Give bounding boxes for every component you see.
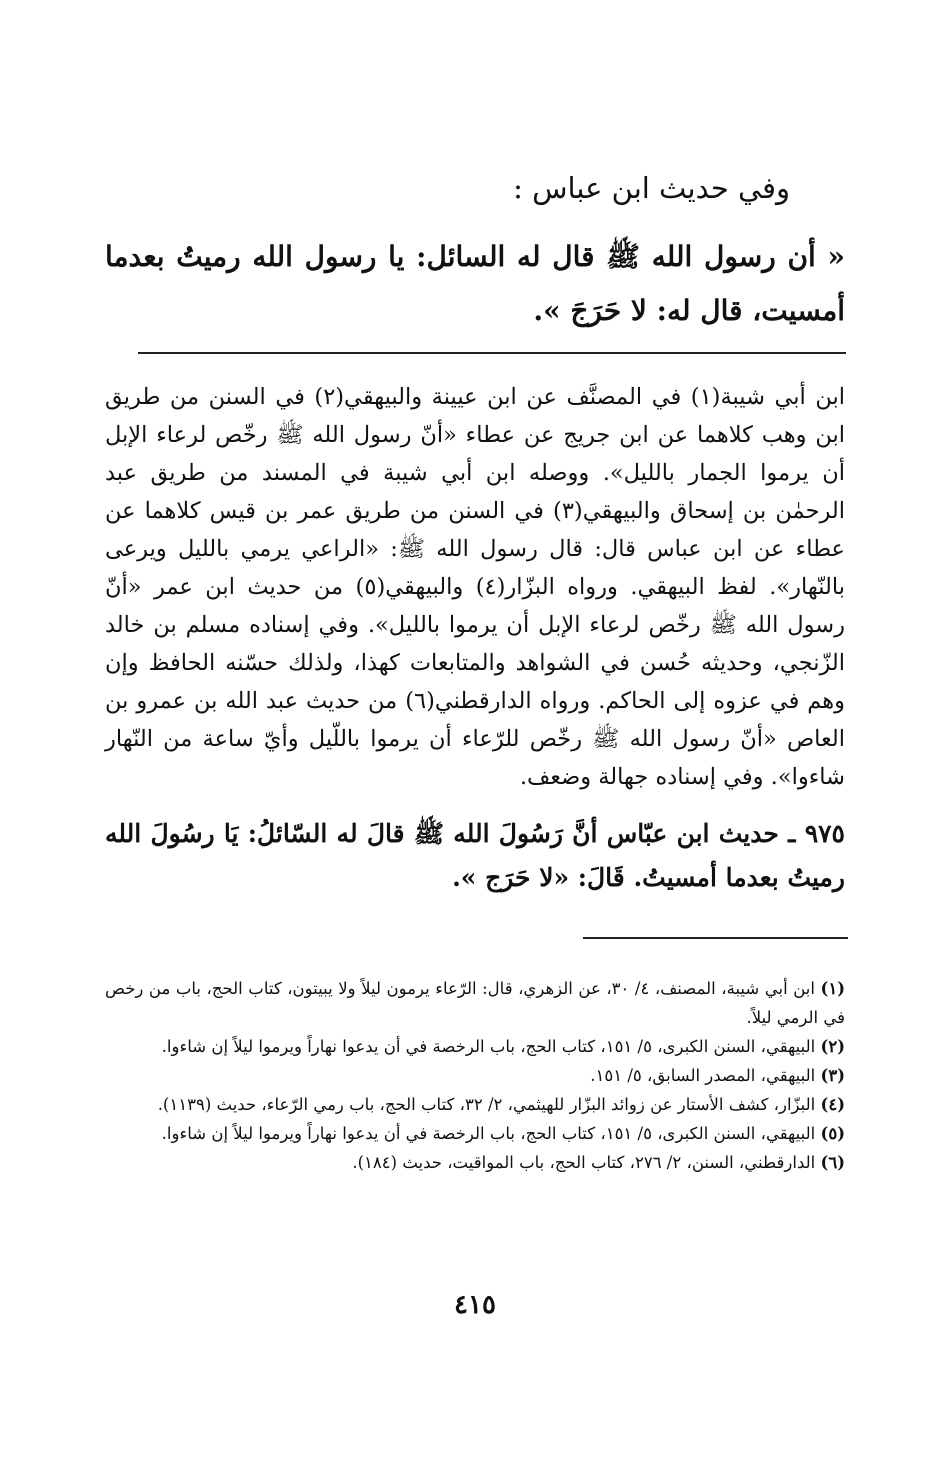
- footnote-number: (٥): [820, 1124, 845, 1143]
- footnote-number: (٤): [820, 1095, 845, 1114]
- footnote-number: (١): [820, 979, 845, 998]
- footnotes: [105, 974, 845, 1177]
- page-number: ٤١٥: [454, 1290, 496, 1320]
- footnote-item: [105, 1148, 845, 1177]
- footnote-text: البيهقي، السنن الكبرى، ٥/ ١٥١، كتاب الحج، باب الرخصة في أن يدعوا نهاراً ويرموا ليلاً إن شاءوا.: [161, 1124, 816, 1143]
- footnote-item: [105, 1032, 845, 1061]
- footnote-number: (٣): [820, 1066, 845, 1085]
- commentary-paragraph: [105, 378, 845, 796]
- footnote-item: [105, 1061, 845, 1090]
- footnote-item: [105, 974, 845, 1032]
- section-intro: وفي حديث ابن عباس :: [513, 171, 790, 205]
- footnote-text: ابن أبي شيبة، المصنف، ٤/ ٣٠، عن الزهري، قال: الرّعاء يرمون ليلاً ولا يبيتون، كتاب الحج، باب من رخص في الرمي ليلاً.: [105, 979, 845, 1027]
- footnote-item: [105, 1090, 845, 1119]
- numbered-hadith: ٩٧٥ ـ حديث ابن عبّاس أنَّ رَسُولَ الله ﷺ قالَ له السّائلُ: يَا رسُولَ الله رميتُ بعدما أمسيتُ. قَالَ: «لا حَرَج ».: [105, 819, 845, 892]
- footnote-divider: [583, 937, 848, 939]
- footnote-number: (٢): [820, 1037, 845, 1056]
- footnote-item: [105, 1119, 845, 1148]
- footnote-text: البزّار، كشف الأستار عن زوائد البزّار للهيثمي، ٢/ ٣٢، كتاب الحج، باب رمي الرّعاء، حديث (١١٣٩).: [157, 1095, 816, 1114]
- footnote-text: البيهقي، المصدر السابق، ٥/ ١٥١.: [590, 1066, 816, 1085]
- footnote-text: البيهقي، السنن الكبرى، ٥/ ١٥١، كتاب الحج، باب الرخصة في أن يدعوا نهاراً ويرموا ليلاً إن شاءوا.: [161, 1037, 816, 1056]
- footnote-number: (٦): [820, 1153, 845, 1172]
- commentary-text: ابن أبي شيبة(١) في المصنَّف عن ابن عيينة والبيهقي(٢) في السنن من طريق ابن وهب كلاهما عن ابن جريج عن عطاء «أنّ رسول الله ﷺ رخّص لرعاء الإبل أن يرموا الجمار بالليل». ووصله ابن أبي شيبة في المسند من طريق عبد الرحمٰن بن إسحاق والبيهقي(٣) في السنن من طريق عمر بن قيس كلاهما عن عطاء عن ابن عباس قال: قال رسول الله ﷺ: «الراعي يرمي بالليل ويرعى بالنّهار». لفظ البيهقي. ورواه البزّار(٤) والبيهقي(٥) من حديث ابن عمر «أنّ رسول الله ﷺ رخّص لرعاء الإبل أن يرموا بالليل». وفي إسناده مسلم بن خالد الزّنجي، وحديثه حُسن في الشواهد والمتابعات كهذا، ولذلك حسّنه الحافظ وإن وهم في عزوه إلى الحاكم. ورواه الدارقطني(٦) من حديث عبد الله بن عمرو بن العاص «أنّ رسول الله ﷺ رخّص للرّعاء أن يرموا باللّيل وأيّ ساعة من النّهار شاءوا». وفي إسناده جهالة وضعف.: [105, 384, 846, 790]
- hadith-quote: « أن رسول الله ﷺ قال له السائل: يا رسول الله رميتُ بعدما أمسيت، قال له: لا حَرَجَ ».: [105, 240, 845, 327]
- footnote-text: الدارقطني، السنن، ٢/ ٢٧٦، كتاب الحج، باب المواقيت، حديث (١٨٤).: [352, 1153, 816, 1172]
- section-divider: [138, 352, 846, 354]
